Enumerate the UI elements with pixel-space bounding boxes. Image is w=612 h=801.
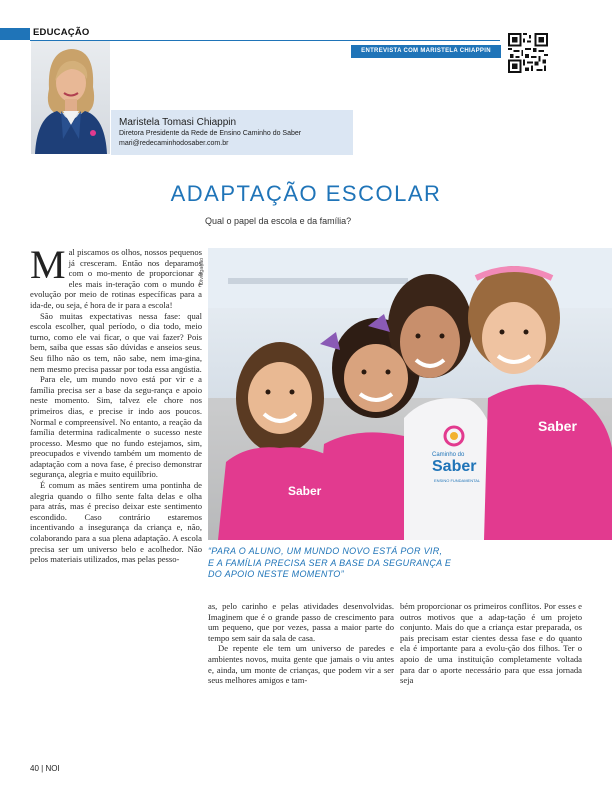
article-column-3: [400, 601, 582, 686]
page-footer: [30, 764, 60, 773]
shirt-subtitle: ENSINO FUNDAMENTAL: [434, 478, 481, 483]
quote-line: “PARA O ALUNO, UM MUNDO NOVO ESTÁ POR VIR,: [208, 546, 443, 556]
shirt-brand-left: Saber: [288, 484, 322, 498]
quote-line: E A FAMÍLIA PRECISA SER A BASE DA SEGURANÇA E: [208, 557, 452, 568]
interview-tag: ENTREVISTA COM MARISTELA CHIAPPIN: [351, 45, 501, 58]
article-column-2: [208, 601, 394, 686]
paragraph: De repente ele tem um universo de paredes e ambientes novos, muita gente que jamais o viu antes e, ainda, um monte de crianças, que podem vir a ser seus melhores amigos e tam-: [208, 643, 394, 686]
paragraph: as, pelo carinho e pelas atividades desenvolvidas. Imaginem que é o grande passo de crescimento para um pequeno, que por vezes, passa a maior parte do tempo sem sair da sala de casa.: [208, 601, 394, 643]
photo-credit: Divulgação: [199, 257, 205, 285]
paragraph: bém proporcionar os primeiros conflitos. Por esses e outros motivos que a adap-tação é um projeto conjunto. Mais do que a criança estar preparada, os pais precisam estar cientes dessa fase e do quanto ela é importante para a evolu-ção dos filhos. Ter o apoio de uma instituição completamente voltada para dar o aporte necessário para que essa jornada seja: [400, 601, 582, 686]
paragraph: É comum as mães sentirem uma pontinha de alegria quando o filho sente falta delas e olha para atrás, mas é preciso deixar este sentimento escondido. Caso contrário estaremos incentivando a insegurança da criança e, não, colaborando para a sua plena adaptação. A escola precisa ser um universo belo e acolhedor. Não pelos materiais utilizados, mas pelas pesso-: [30, 480, 202, 565]
page-number: 40: [30, 764, 39, 773]
paragraph: São muitas expectativas nessa fase: qual escola escolher, qual período, o dia todo, meio turno, como ele vai ficar, o que vai fazer? Pois bem, saiba que essas são dúvidas e anseios seus. Seu filho não os tem, não sabe, nem ima-gina, nem mesmo precisa passar por toda essa angústia.: [30, 310, 202, 374]
qr-code-icon[interactable]: [508, 33, 548, 73]
section-color-bar: [0, 28, 30, 40]
quote-line: DO APOIO NESTE MOMENTO”: [208, 569, 344, 579]
pull-quote: [208, 546, 528, 581]
dropcap: M: [30, 242, 66, 287]
author-name: Maristela Tomasi Chiappin: [119, 117, 237, 128]
paragraph: Para ele, um mundo novo está por vir e a família precisa ser a base da segu-rança e apoio neste momento. Sim, talvez ele chore nos primeiros dias, e precise ir indo aos poucos. Normal e compreensível. No entanto, a reação da família determina radicalmente o sucesso neste processo. Mesmo que no fundo estejamos, sim, preocupados e vivendo também um momento de adaptação com a nova fase, é preciso demonstrar segurança, alegria e muito equilíbrio.: [30, 374, 202, 480]
section-label: EDUCAÇÃO: [33, 27, 90, 38]
author-portrait: [31, 41, 110, 154]
shirt-brand-top: Caminho do: [432, 452, 465, 458]
paragraph: Mal piscamos os olhos, nossos pequenos já cresceram. Então nos deparamos com o mo-mento de proporcionar a eles mais in-teração com o mundo e evolução por meio de rotinas específicas para a ida-de, ou seja, é hora de ir para a escola!: [30, 242, 202, 310]
article-subtitle: Qual o papel da escola e da família?: [205, 216, 352, 226]
magazine-name: NOI: [45, 764, 60, 773]
article-title: ADAPTAÇÃO ESCOLAR: [170, 181, 442, 206]
author-email-link[interactable]: mari@redecaminhodosaber.com.br: [119, 140, 229, 147]
article-photo-children: [208, 248, 612, 540]
shirt-brand: Saber: [432, 458, 477, 475]
author-role: Diretora Presidente da Rede de Ensino Caminho do Saber: [119, 130, 302, 137]
article-column-1: [30, 242, 202, 565]
shirt-brand-right: Saber: [538, 418, 577, 434]
footer-separator: |: [41, 764, 44, 773]
